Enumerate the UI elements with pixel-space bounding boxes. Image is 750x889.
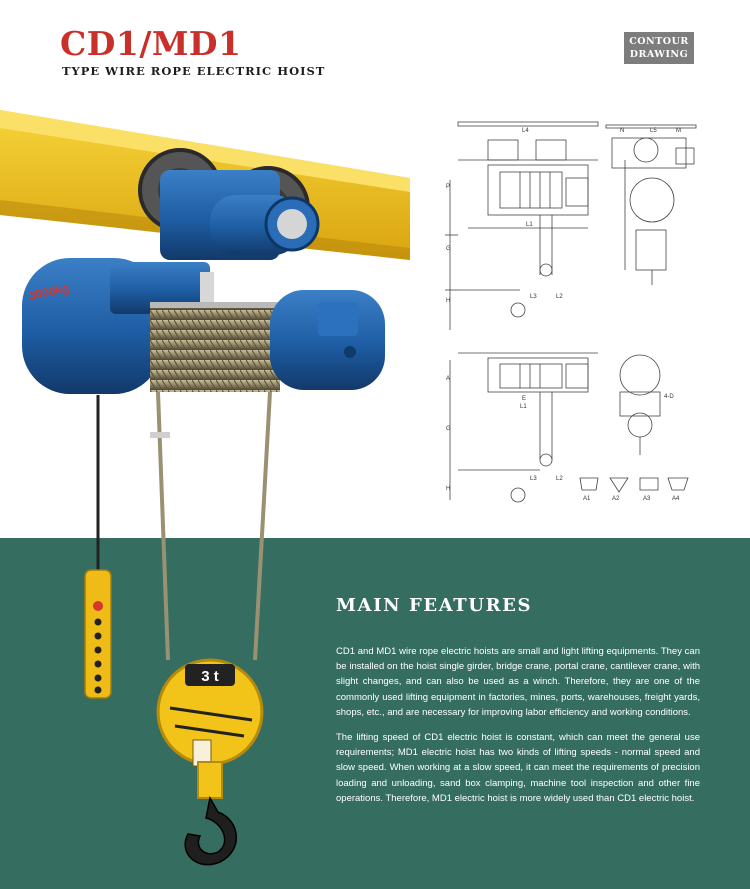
svg-text:L1: L1 <box>526 222 533 228</box>
main-features-section <box>336 595 700 816</box>
svg-text:L5: L5 <box>650 128 657 134</box>
svg-text:N: N <box>620 128 625 134</box>
badge-line-2: DRAWING <box>629 49 689 60</box>
svg-text:P: P <box>446 184 451 190</box>
features-paragraph-2: The lifting speed of CD1 electric hoist is constant, which can meet the general use requirements; MD1 electric hoist has two kinds of lifting speeds - normal speed and slow speed. When working at a slow speed, it can meet the requirements of precision loading and unloading, sand box clamping, machine tool inspection and other fine operations. Therefore, MD1 electric hoist is more widely used than CD1 electric hoist. <box>336 732 700 804</box>
svg-text:A1: A1 <box>583 496 591 502</box>
svg-text:M: M <box>676 128 681 134</box>
svg-text:4-D: 4-D <box>664 394 674 400</box>
svg-text:A: A <box>446 376 451 382</box>
svg-text:H: H <box>446 298 451 304</box>
svg-text:L4: L4 <box>522 128 529 134</box>
svg-text:A4: A4 <box>672 496 680 502</box>
rope-drum <box>150 306 280 392</box>
svg-text:G: G <box>446 246 451 252</box>
contour-drawing-diagrams <box>440 115 710 510</box>
svg-text:L2: L2 <box>556 476 563 482</box>
page-title: CD1/MD1 <box>60 24 242 63</box>
svg-text:L1: L1 <box>520 404 527 410</box>
contour-drawing-badge <box>624 32 694 64</box>
svg-text:H: H <box>446 486 451 492</box>
svg-text:L3: L3 <box>530 294 537 300</box>
lifting-hook <box>185 798 236 865</box>
svg-text:L2: L2 <box>556 294 563 300</box>
svg-text:3 t: 3 t <box>201 668 219 685</box>
svg-text:A3: A3 <box>643 496 651 502</box>
svg-text:A2: A2 <box>612 496 620 502</box>
features-heading: MAIN FEATURES <box>336 595 533 616</box>
svg-text:3000kg: 3000kg <box>27 280 71 303</box>
page-subtitle: TYPE WIRE ROPE ELECTRIC HOIST <box>62 64 326 78</box>
svg-text:G: G <box>446 426 451 432</box>
svg-text:L3: L3 <box>530 476 537 482</box>
badge-line-1: CONTOUR <box>629 36 689 47</box>
features-paragraph-1: CD1 and MD1 wire rope electric hoists are small and light lifting equipments. They can be installed on the hoist single girder, bridge crane, portal crane, cantilever crane, with slight changes, and can also be used as a winch. Therefore, they are one of the commonly used lifting equipment in factories, mines, ports, warehouses, freight yards, shops, etc., and are necessary for improving labor efficiency and working conditions. <box>336 646 700 718</box>
svg-text:E: E <box>522 396 527 402</box>
